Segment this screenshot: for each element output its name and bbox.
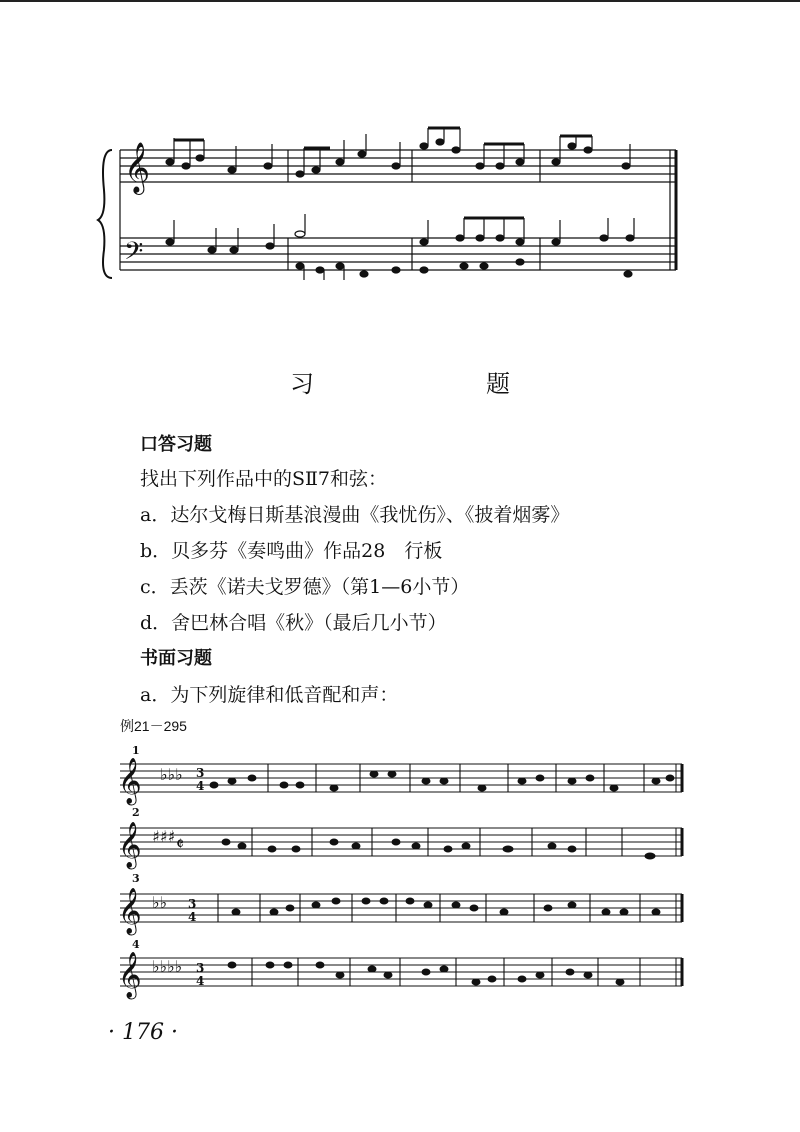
svg-text:4: 4 [196,974,205,988]
svg-text:𝄞: 𝄞 [124,142,151,193]
top-border [0,0,800,2]
svg-text:𝄵: 𝄵 [176,834,185,855]
staff-number-2: 2 [132,806,140,819]
written-task: a．为下列旋律和低音配和声： [140,684,399,706]
staff-number-1: 1 [132,744,140,757]
svg-text:𝄞: 𝄞 [118,822,142,868]
svg-text:3: 3 [196,961,205,975]
staff-number-3: 3 [132,872,140,885]
oral-item-a: a．达尔戈梅日斯基浪漫曲《我忧伤》、《披着烟雾》 [140,504,570,526]
svg-text:𝄞: 𝄞 [118,758,142,804]
svg-text:♯♯♯: ♯♯♯ [152,827,176,846]
oral-item-c: c．丢茨《诺夫戈罗德》（第1—6小节） [140,576,470,598]
svg-text:♭♭♭: ♭♭♭ [160,765,183,784]
svg-text:3: 3 [196,766,205,780]
svg-text:𝄢: 𝄢 [124,237,144,272]
oral-intro: 找出下列作品中的SⅡ7和弦： [140,468,388,490]
staff-number-4: 4 [132,938,140,951]
svg-text:𝄞: 𝄞 [118,952,142,998]
svg-text:4: 4 [196,779,205,793]
svg-text:4: 4 [188,910,197,924]
example-label: 例21－295 [120,718,187,734]
oral-heading: 口答习题 [140,434,212,455]
melody-staves [0,740,800,1010]
page-title: 习 题 [290,370,584,398]
oral-item-b: b．贝多芬《奏鸣曲》作品28 行板 [140,540,443,562]
oral-item-d: d．舍巴林合唱《秋》（最后几小节） [140,612,447,634]
written-heading: 书面习题 [140,648,212,669]
svg-text:♭♭: ♭♭ [152,893,168,912]
svg-text:𝄞: 𝄞 [118,888,142,934]
svg-text:♭♭♭♭: ♭♭♭♭ [152,957,183,976]
page-number: · 176 · [108,1020,178,1045]
svg-text:3: 3 [188,897,197,911]
piano-score-excerpt [0,120,800,280]
